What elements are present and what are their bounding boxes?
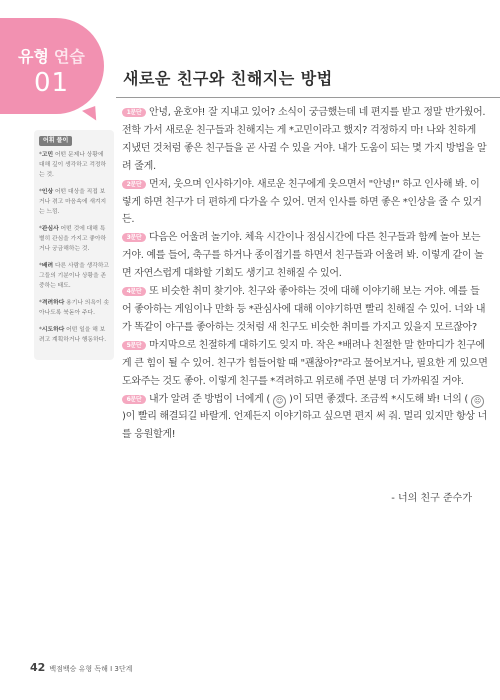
- sad-face-icon: ☹: [471, 395, 484, 408]
- paragraph-6: 6문단 내가 알려 준 방법이 너에게 ( ☺ )이 되면 좋겠다. 조금씩 *시도해 봐! 너의 ( ☹)이 빨리 해결되길 바랄게. 언제든지 이야기하고 싶으면 편지 써 줘. 멀리 있지만 항상 너를 응원할게!: [122, 393, 488, 441]
- paragraph-2: 2문단 먼저, 웃으며 인사하기야. 새로운 친구에게 웃으면서 "안녕!" 하고 인사해 봐. 이렇게 하면 친구가 더 편하게 다가올 수 있어. 먼저 인사를 하면 좋은 *인상을 줄 수 있거든.: [122, 178, 482, 226]
- paragraph-tag: 1문단: [122, 108, 146, 117]
- letter-body: [122, 104, 488, 444]
- page-number: 42: [30, 661, 46, 674]
- vocab-item: *고민 어떤 문제나 상황에 대해 깊이 생각하고 걱정하는 것.: [39, 152, 107, 178]
- badge-number: 01: [34, 68, 70, 98]
- vocabulary-title: 어휘 풀이: [39, 136, 72, 146]
- vocab-item: *시도하다 어떤 일을 해 보려고 계획하거나 행동하다.: [39, 327, 107, 343]
- paragraph-3: 3문단 다음은 어울려 놀기야. 체육 시간이나 점심시간에 다른 친구들과 함께 놀아 보는 거야. 예를 들어, 축구를 하거나 종이접기를 하면서 친구들과 어울려 봐. 이렇게 같이 놀면 자연스럽게 대화할 기회도 생기고 친해질 수 있어.: [122, 232, 484, 280]
- vocabulary-box: [34, 130, 114, 360]
- vocab-item: *배려 다른 사람을 생각하고 그들의 기분이나 상황을 존중하는 태도.: [39, 263, 110, 289]
- paragraph-tag: 4문단: [122, 287, 146, 296]
- vocab-item: *관심사 어떤 것에 대해 특별히 관심을 가지고 좋아하거나 궁금해하는 것.: [39, 226, 107, 252]
- unit-badge: [0, 18, 104, 114]
- paragraph-5: 5문단 마지막으로 친절하게 대하기도 잊지 마. 작은 *배려나 친절한 말 한마디가 친구에게 큰 힘이 될 수 있어. 친구가 힘들어할 때 "괜찮아?"라고 물어보거나, 필요한 게 있으면 도와주는 것도 좋아. 이렇게 친구를 *격려하고 위로해 주면 분명 더 가까워질 거야.: [122, 339, 488, 387]
- paragraph-tag: 5문단: [122, 341, 146, 350]
- page-title: 새로운 친구와 친해지는 방법: [123, 69, 333, 88]
- badge-label: 유형 연습: [18, 47, 85, 66]
- smile-face-icon: ☺: [273, 395, 286, 408]
- paragraph-tag: 3문단: [122, 233, 146, 242]
- title-divider: [116, 97, 500, 98]
- paragraph-4: 4문단 또 비슷한 취미 찾기야. 친구와 좋아하는 것에 대해 이야기해 보는 거야. 예를 들어 좋아하는 게임이나 만화 등 *관심사에 대해 이야기하면 빨리 친해질 수 있어. 너와 내가 똑같이 야구를 좋아하는 것처럼 새 친구도 비슷한 취미를 가지고 있을지 모르잖아?: [122, 286, 486, 333]
- paragraph-1: 1문단 안녕, 윤호야! 잘 지내고 있어? 소식이 궁금했는데 네 편지를 받고 정말 반가웠어. 전학 가서 새로운 친구들과 친해지는 게 *고민이라고 했지? 걱정하지 마! 나와 친하게 지냈던 것처럼 좋은 친구들을 곧 사귈 수 있을 거야. 내가 도움이 되는 몇 가지 방법을 알려 줄게.: [122, 107, 487, 172]
- page-footer: [30, 661, 132, 674]
- paragraph-tag: 2문단: [122, 180, 146, 189]
- signature: - 너의 친구 준수가: [391, 493, 472, 504]
- vocab-item: *인상 어떤 대상을 직접 보거나 겪고 마음속에 새겨지는 느낌.: [39, 189, 107, 215]
- paragraph-tag: 6문단: [122, 395, 146, 404]
- vocab-item: *격려하다 용기나 의욕이 솟아나도록 북돋아 주다.: [39, 300, 110, 316]
- book-title: 백점백승 유형 독해 Ⅰ 3단계: [49, 665, 133, 673]
